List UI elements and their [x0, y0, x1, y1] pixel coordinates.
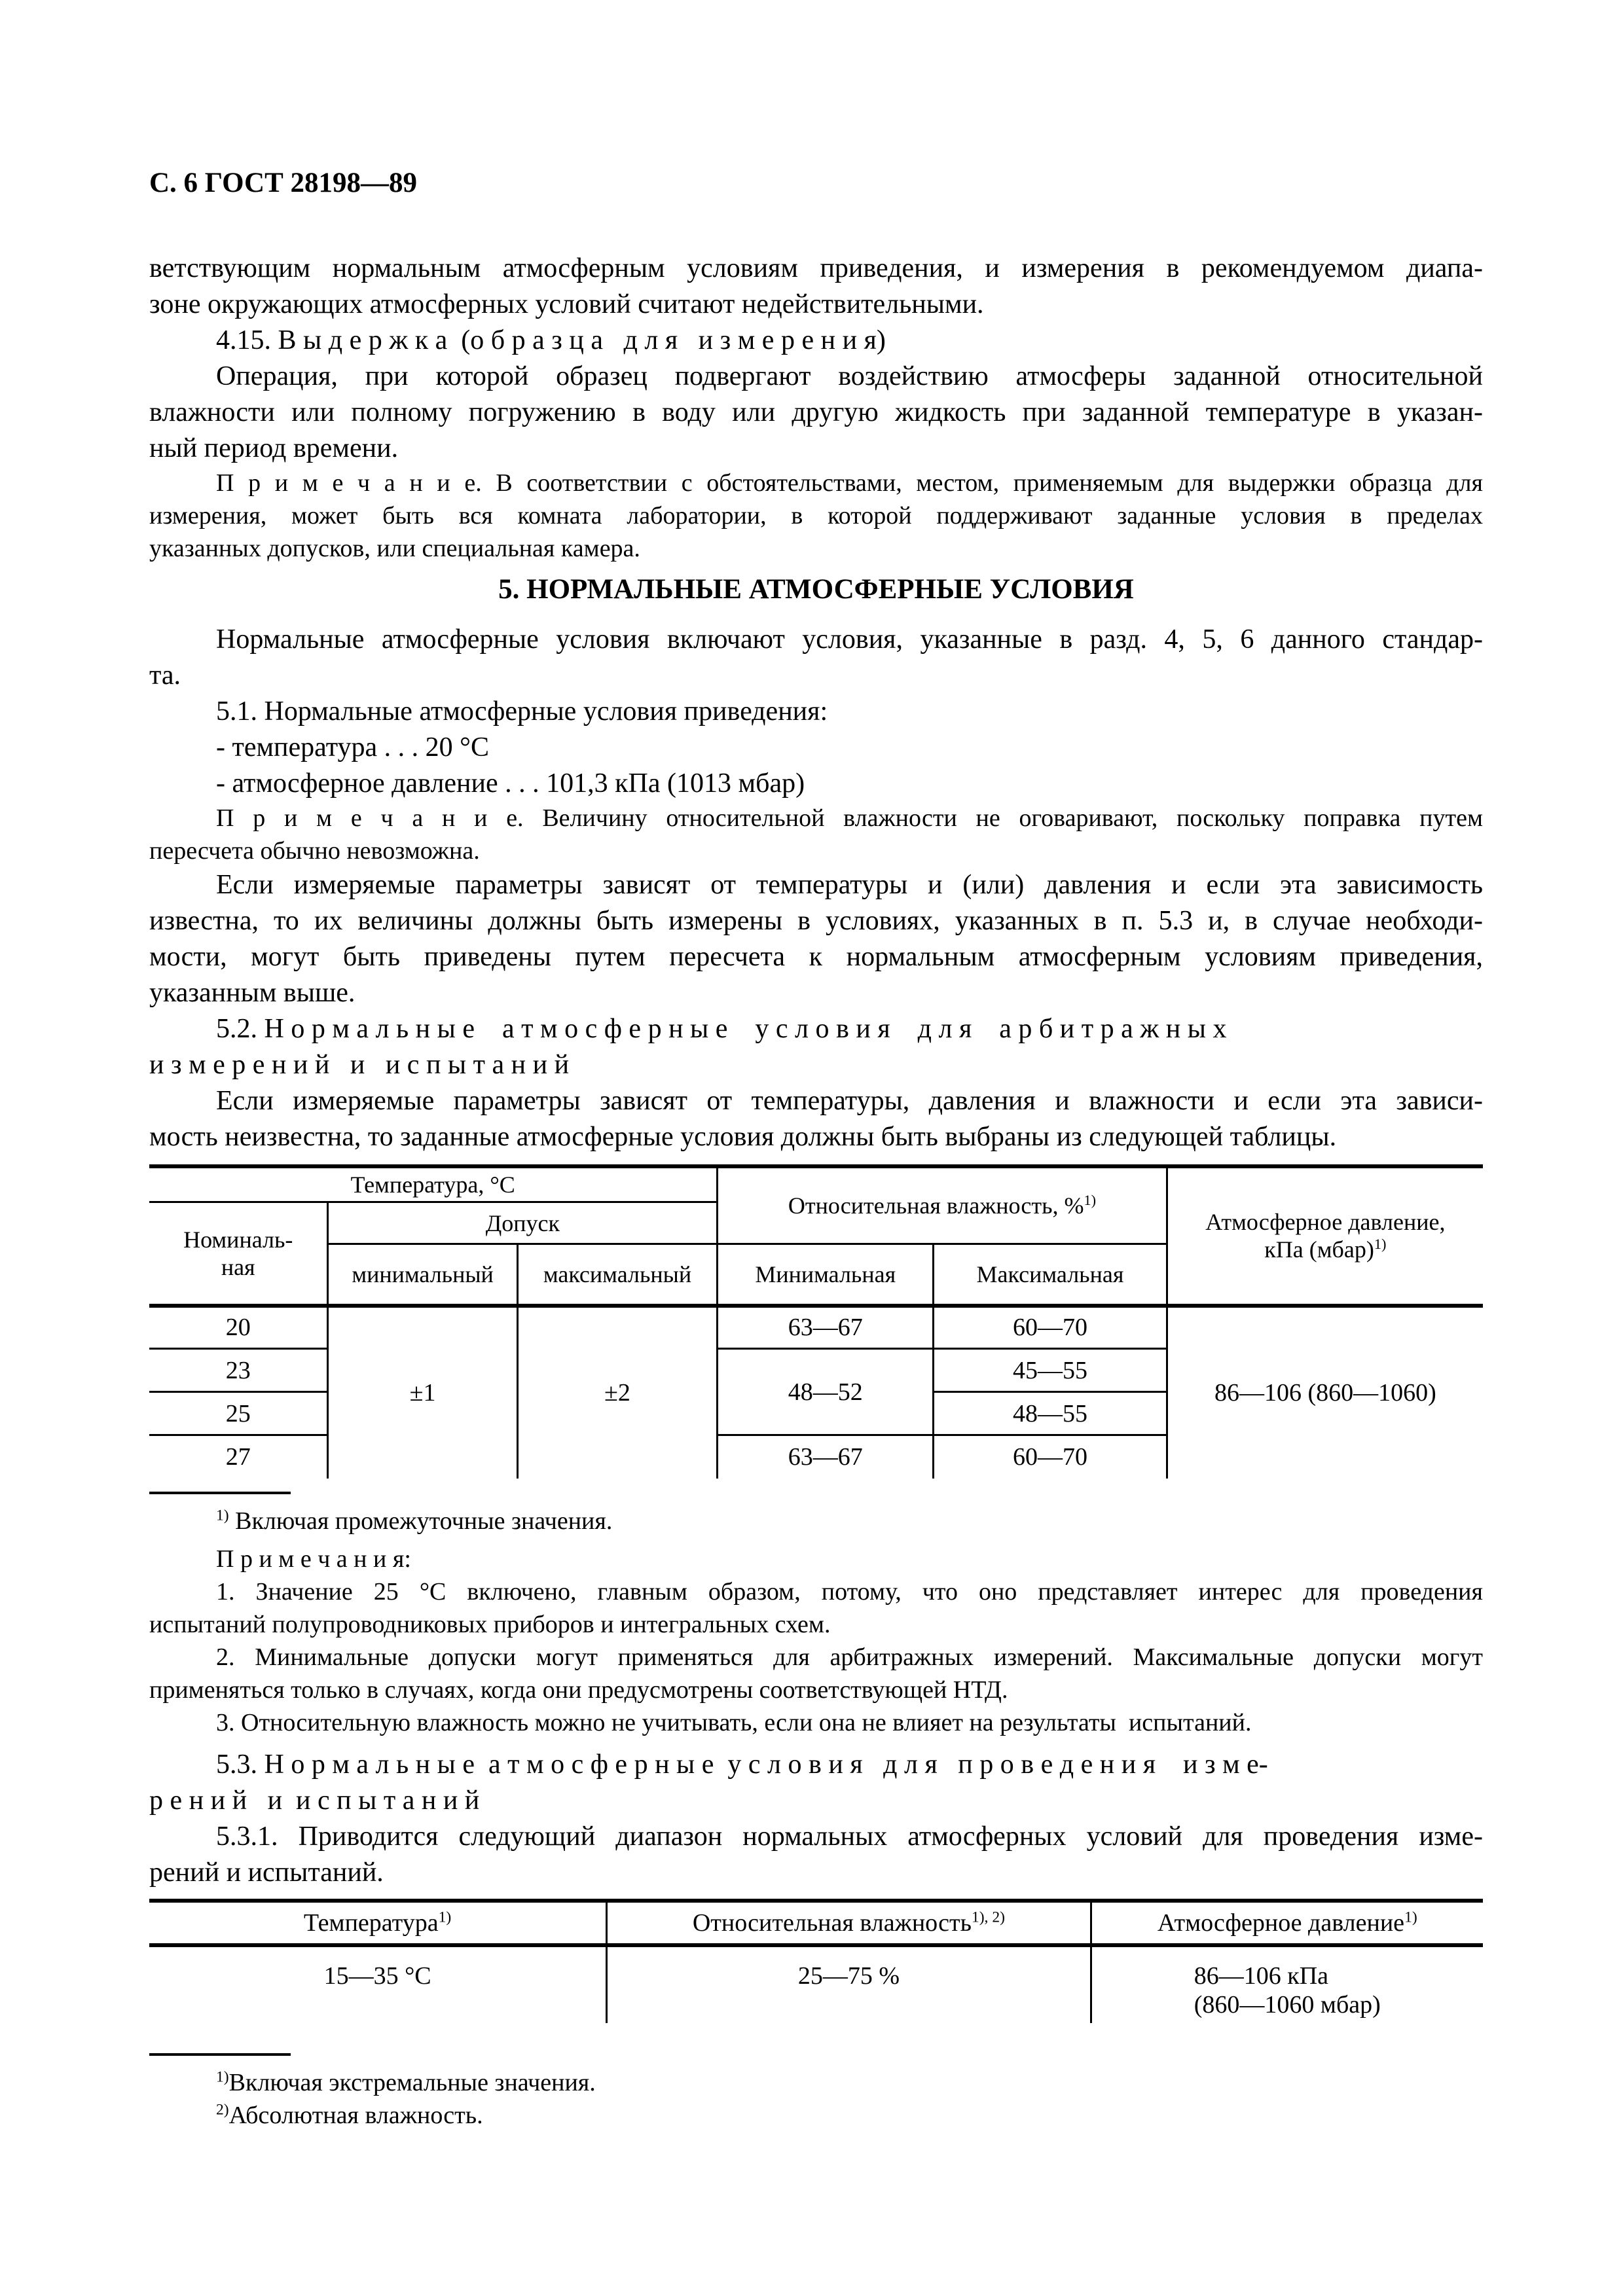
paragraph-line: известна, то их величины должны быть измерены в условиях, указанных в п. 5.3 и, в случае необходи-: [149, 906, 1483, 936]
footnote-rule: [149, 1492, 291, 1494]
paragraph-line: ный период времени.: [149, 433, 399, 463]
temperature-header-label: Температура: [303, 1909, 439, 1937]
clause-5-2-heading: и з м е р е н и й и и с п ы т а н и й: [149, 1050, 570, 1080]
footnote-marker: 1): [438, 1908, 452, 1926]
note-line: 2. Минимальные допуски могут применяться для арбитражных измерений. Максимальные допуски могут: [216, 1643, 1483, 1671]
list-item: - атмосферное давление . . . 101,3 кПа (1013 мбар): [216, 768, 805, 798]
cell-temperature-range: 15—35 °С: [149, 1945, 607, 2023]
paragraph-line: ветствующим нормальным атмосферным условиям приведения, и измерения в рекомендуемом диапа-: [149, 253, 1483, 283]
cell-tolerance-max: ±2: [517, 1306, 718, 1479]
pressure-header-units: кПа (мбар): [1264, 1236, 1374, 1263]
note-line: указанных допусков, или специальная камера.: [149, 535, 640, 562]
paragraph-line: Если измеряемые параметры зависят от температуры, давления и влажности и если эта зависи-: [216, 1086, 1483, 1116]
cell-humidity-min-r1: 63—67: [718, 1306, 934, 1349]
paragraph-line: влажности или полному погружению в воду или другую жидкость при заданной температуре в указан-: [149, 397, 1483, 427]
note-line: измерения, может быть вся комната лаборатории, в которой поддерживают заданные условия в пределах: [149, 502, 1483, 529]
paragraph-line: рений и испытаний.: [149, 1857, 384, 1888]
col-header-humidity-max: Максимальная: [934, 1244, 1167, 1306]
clause-5-3-heading: р е н и й и и с п ы т а н и й: [149, 1785, 480, 1816]
paragraph-line: мость неизвестна, то заданные атмосферные условия должны быть выбраны из следующей таблицы.: [149, 1122, 1337, 1152]
paragraph-line: зоне окружающих атмосферных условий считают недействительными.: [149, 289, 984, 319]
col-header-tolerance: Допуск: [328, 1202, 718, 1244]
pressure-range-block: [1194, 1962, 1381, 2019]
footnote-marker: 1): [1404, 1908, 1417, 1926]
note-line: испытаний полупроводниковых приборов и интегральных схем.: [149, 1610, 831, 1638]
cell-pressure-range: [1091, 1945, 1483, 2023]
footnote-marker: 1), 2): [971, 1908, 1005, 1926]
humidity-group-label: Относительная влажность, %: [788, 1193, 1084, 1219]
footnote: [149, 2099, 1483, 2132]
clause-5-2-heading: 5.2. Н о р м а л ь н ы е а т м о с ф е р н ы е у с л о в и я д л я а р б и т р а ж н ы х: [216, 1014, 1227, 1044]
note-line: 1. Значение 25 °С включено, главным образом, потому, что оно представляет интерес для проведения: [216, 1577, 1483, 1605]
footnote-text: Включая промежуточные значения.: [228, 1507, 613, 1535]
col-header-humidity: [607, 1901, 1091, 1945]
pressure-header-line: [1173, 1236, 1478, 1263]
footnote-marker: 1): [216, 1506, 229, 1524]
paragraph-line: Если измеряемые параметры зависят от температуры и (или) давления и если эта зависимость: [216, 870, 1483, 900]
cell-humidity-min-r4: 63—67: [718, 1435, 934, 1479]
cell-nominal-20: 20: [149, 1306, 328, 1349]
table-measurement-range: [149, 1899, 1483, 2023]
col-header-nominal: [149, 1202, 328, 1306]
col-header-pressure: [1167, 1166, 1483, 1306]
nominal-header-line: ная: [221, 1253, 255, 1280]
col-header-humidity-min: Минимальная: [718, 1244, 934, 1306]
pressure-header-label: Атмосферное давление: [1157, 1909, 1405, 1937]
cell-humidity-max-r1: 60—70: [934, 1306, 1167, 1349]
pressure-range-line: 86—106 кПа: [1194, 1962, 1329, 1990]
paragraph-line: указанным выше.: [149, 978, 356, 1008]
cell-nominal-25: 25: [149, 1392, 328, 1435]
cell-nominal-27: 27: [149, 1435, 328, 1479]
clause-5-3-heading: 5.3. Н о р м а л ь н ы е а т м о с ф е р н ы е у с л о в и я д л я п р о в е д е н и я и з м е-: [216, 1749, 1268, 1780]
pressure-range-line: (860—1060 мбар): [1194, 1990, 1381, 2018]
col-header-temperature: [149, 1901, 607, 1945]
pressure-header-line: Атмосферное давление,: [1205, 1209, 1446, 1236]
footnote-marker: 1): [216, 2068, 229, 2085]
cell-humidity-max-r4: 60—70: [934, 1435, 1167, 1479]
footnote: [149, 2066, 1483, 2099]
paragraph-line: мости, могут быть приведены путем пересчета к нормальным атмосферным условиям приведения,: [149, 942, 1483, 972]
paragraph-line: Операция, при которой образец подвергают воздействию атмосферы заданной относительной: [216, 361, 1483, 391]
cell-humidity-min-r23: 48—52: [718, 1349, 934, 1435]
table-normal-conditions: [149, 1164, 1483, 1479]
note-line: применяться только в случаях, когда они предусмотрены соответствующей НТД.: [149, 1676, 1008, 1704]
paragraph-line: Нормальные атмосферные условия включают условия, указанные в разд. 4, 5, 6 данного стандар-: [216, 624, 1483, 655]
clause-5-1-heading: 5.1. Нормальные атмосферные условия приведения:: [216, 696, 828, 726]
col-header-tolerance-max: максимальный: [517, 1244, 718, 1306]
cell-humidity-max-r2: 45—55: [934, 1349, 1167, 1392]
section-5-heading: 5. НОРМАЛЬНЫЕ АТМОСФЕРНЫЕ УСЛОВИЯ: [498, 574, 1134, 605]
table-row: [149, 1306, 1483, 1349]
cell-pressure: 86—106 (860—1060): [1214, 1379, 1436, 1407]
cell-humidity-range: 25—75 %: [607, 1945, 1091, 2023]
footnote: [149, 1505, 1483, 1537]
paragraph-line: 5.3.1. Приводится следующий диапазон нормальных атмосферных условий для проведения изме-: [216, 1821, 1483, 1852]
page-header: С. 6 ГОСТ 28198—89: [149, 168, 418, 198]
footnote-marker: 1): [1374, 1236, 1387, 1253]
page-content: [149, 0, 1483, 2132]
footnote-text: Абсолютная влажность.: [228, 2101, 483, 2129]
col-header-humidity-group: [718, 1166, 1167, 1244]
note-line: 3. Относительную влажность можно не учитывать, если она не влияет на результаты испытаний.: [216, 1708, 1252, 1736]
footnote-text: Включая экстремальные значения.: [228, 2068, 596, 2096]
paragraph-line: та.: [149, 660, 181, 691]
notes-heading: П р и м е ч а н и я:: [216, 1545, 411, 1573]
col-header-tolerance-min: минимальный: [328, 1244, 517, 1306]
col-header-pressure: [1091, 1901, 1483, 1945]
footnote-marker: 2): [216, 2100, 229, 2118]
footnote-rule: [149, 2053, 291, 2056]
note-line: пересчета обычно невозможна.: [149, 837, 480, 865]
humidity-header-label: Относительная влажность: [692, 1909, 972, 1937]
cell-tolerance-min: ±1: [328, 1306, 517, 1479]
cell-nominal-23: 23: [149, 1349, 328, 1392]
cell-humidity-max-r3: 48—55: [934, 1392, 1167, 1435]
note-line: П р и м е ч а н и е. В соответствии с обстоятельствами, местом, применяемым для выдержки образца для: [216, 469, 1483, 497]
table-row: [149, 1945, 1483, 2023]
nominal-header-line: Номиналь-: [183, 1226, 293, 1253]
col-header-temperature-group: Температура, °С: [149, 1166, 718, 1202]
footnote-marker: 1): [1084, 1192, 1097, 1208]
list-item: - температура . . . 20 °С: [216, 732, 489, 762]
clause-4-15-heading: 4.15. В ы д е р ж к а (о б р а з ц а д л я и з м е р е н и я): [216, 325, 886, 355]
note-line: П р и м е ч а н и е. Величину относительной влажности не оговаривают, поскольку поправка путем: [216, 804, 1483, 832]
